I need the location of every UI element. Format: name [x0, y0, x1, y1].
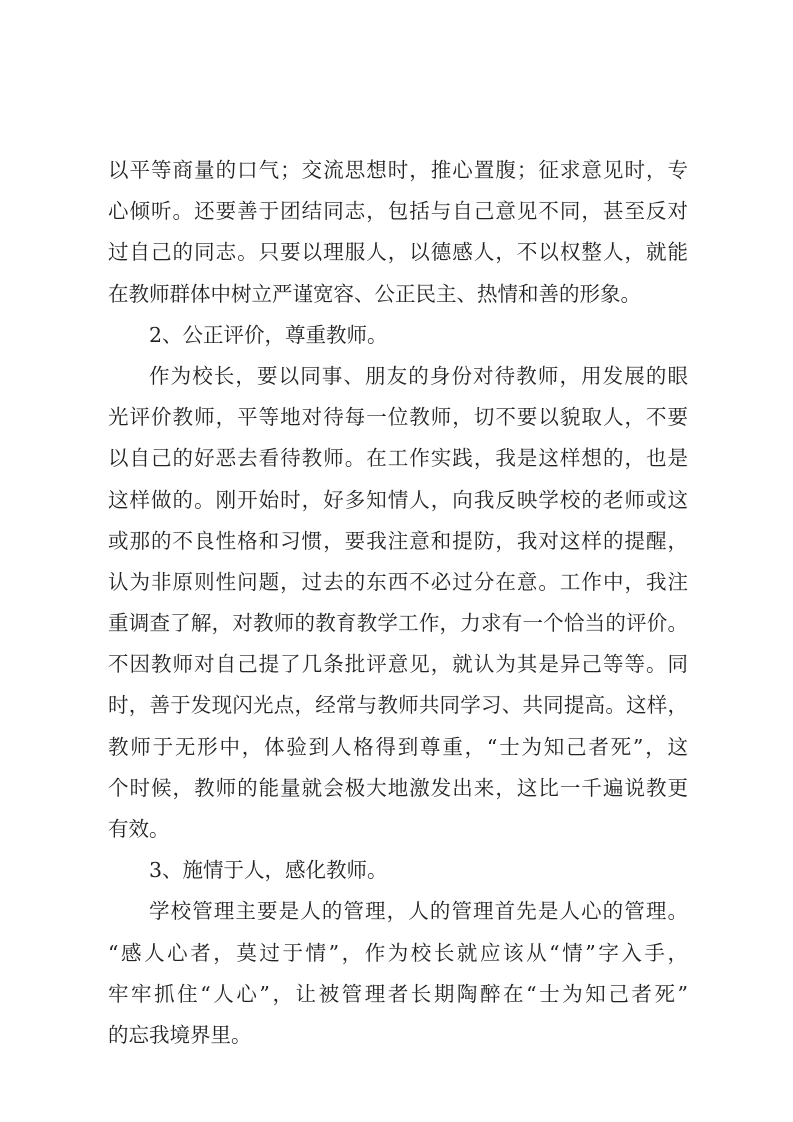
text-line: 这样做的。刚开始时，好多知情人，向我反映学校的老师或这: [108, 487, 688, 512]
text-line: 认为非原则性问题，过去的东西不必过分在意。工作中，我注: [108, 569, 688, 594]
text-line: 的忘我境界里。: [108, 1022, 252, 1047]
text-line: 光评价教师，平等地对待每一位教师，切不要以貌取人，不要: [108, 405, 688, 430]
section-heading: 2、公正评价，尊重教师。: [149, 322, 388, 347]
text-line: 不因教师对自己提了几条批评意见，就认为其是异己等等。同: [108, 652, 688, 677]
text-line: 个时候，教师的能量就会极大地激发出来，这比一千遍说教更: [108, 775, 688, 800]
text-line: 心倾听。还要善于团结同志，包括与自己意见不同，甚至反对: [108, 199, 688, 224]
section-heading: 3、施情于人，感化教师。: [149, 858, 388, 883]
text-line: 时，善于发现闪光点，经常与教师共同学习、共同提高。这样，: [108, 693, 688, 718]
text-line: 以平等商量的口气；交流思想时，推心置腹；征求意见时，专: [108, 158, 688, 182]
text-line: 牢牢抓住“人心”，让被管理者长期陶醉在“士为知己者死”: [108, 981, 688, 1006]
text-line: 教师于无形中，体验到人格得到尊重，“士为知己者死”，这: [108, 734, 688, 759]
text-line: 学校管理主要是人的管理，人的管理首先是人心的管理。: [149, 899, 688, 924]
text-line: “感人心者，莫过于情”，作为校长就应该从“情”字入手，: [108, 940, 688, 965]
text-line: 作为校长，要以同事、朋友的身份对待教师，用发展的眼: [149, 363, 688, 388]
text-line: 在教师群体中树立严谨宽容、公正民主、热情和善的形象。: [108, 281, 641, 306]
text-line: 或那的不良性格和习惯，要我注意和提防，我对这样的提醒，: [108, 528, 688, 553]
text-line: 有效。: [108, 817, 170, 841]
text-line: 过自己的同志。只要以理服人，以德感人，不以权整人，就能: [108, 240, 688, 265]
text-line: 重调查了解，对教师的教育教学工作，力求有一个恰当的评价。: [108, 611, 688, 636]
text-line: 以自己的好恶去看待教师。在工作实践，我是这样想的，也是: [108, 446, 688, 471]
body-text: [108, 150, 688, 1056]
